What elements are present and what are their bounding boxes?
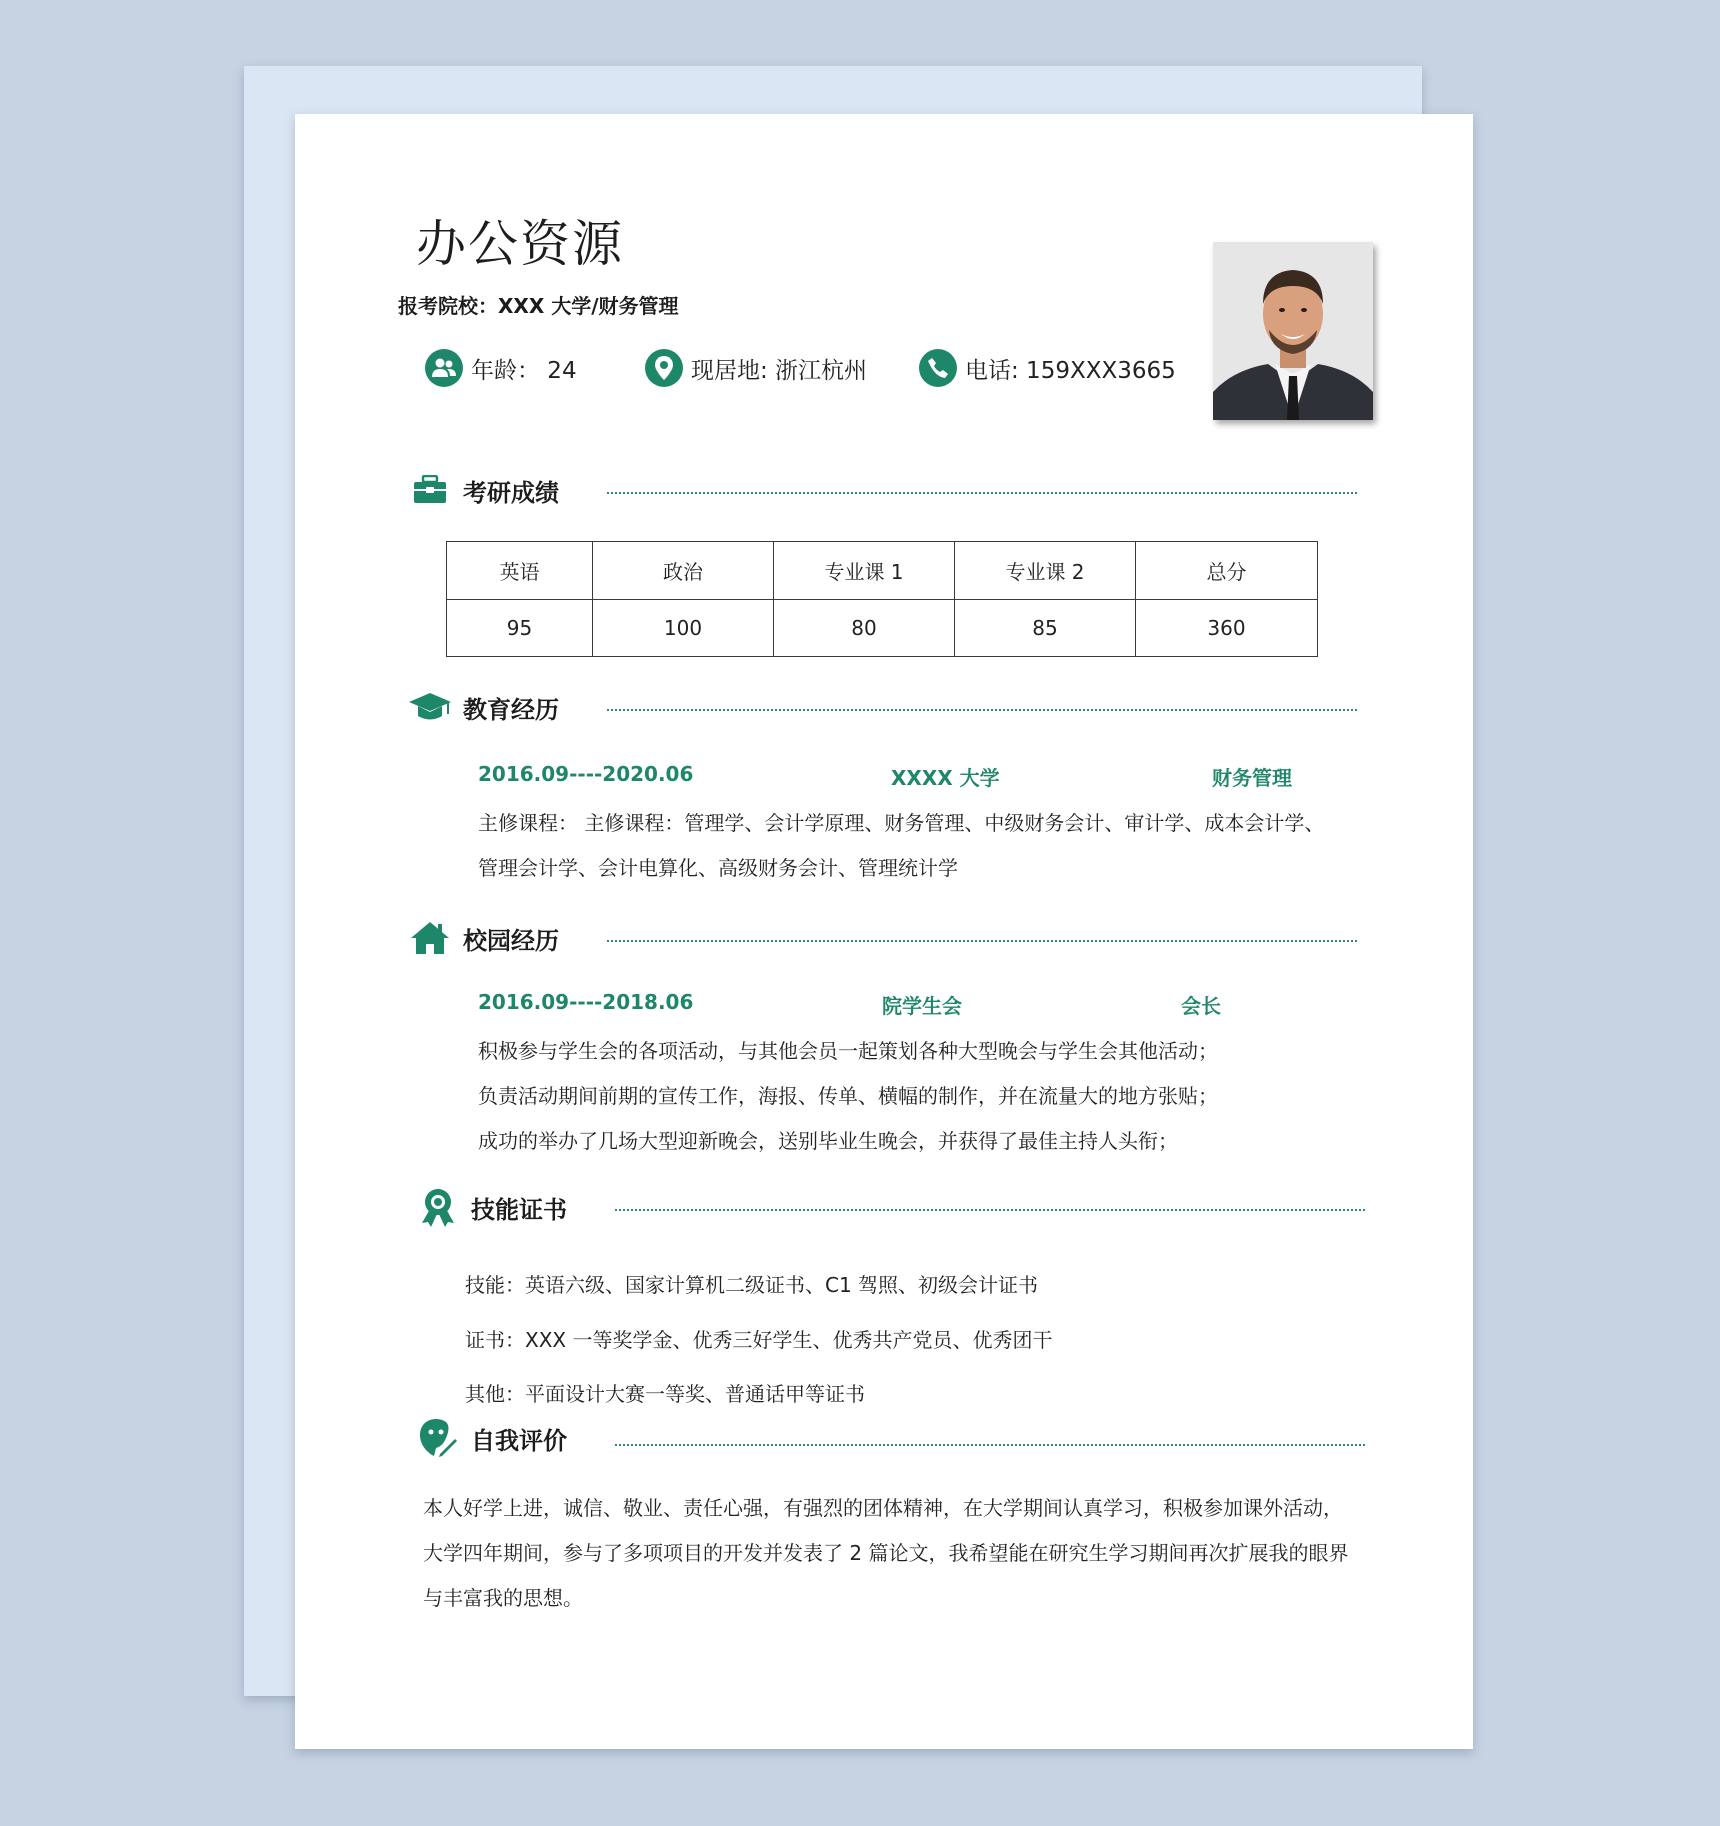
table-header-cell: 专业课 1 bbox=[774, 542, 955, 600]
toolbox-icon bbox=[407, 470, 453, 510]
divider bbox=[607, 940, 1357, 942]
profile-photo bbox=[1213, 242, 1373, 420]
section-scores-header bbox=[407, 470, 559, 510]
divider bbox=[607, 709, 1357, 711]
self-eval-line: 与丰富我的思想。 bbox=[423, 1586, 583, 1610]
campus-org: 院学生会 bbox=[882, 994, 962, 1018]
skills-line: 技能：英语六级、国家计算机二级证书、C1 驾照、初级会计证书 bbox=[465, 1273, 1039, 1297]
resume-name: 办公资源 bbox=[416, 215, 624, 273]
location-text: 现居地: 浙江杭州 bbox=[691, 357, 868, 384]
section-scores-title: 考研成绩 bbox=[463, 478, 559, 507]
campus-period: 2016.09----2018.06 bbox=[478, 990, 694, 1014]
education-major: 财务管理 bbox=[1212, 766, 1292, 790]
section-education-header bbox=[407, 687, 559, 727]
phone-icon bbox=[919, 349, 957, 387]
table-cell: 80 bbox=[774, 599, 955, 657]
table-header-cell: 英语 bbox=[447, 542, 593, 600]
award-ribbon-icon bbox=[415, 1187, 461, 1227]
phone-info bbox=[919, 348, 1176, 388]
phone-text: 电话: 159XXX3665 bbox=[965, 357, 1176, 384]
education-line: 管理会计学、会计电算化、高级财务会计、管理统计学 bbox=[478, 856, 958, 880]
education-period: 2016.09----2020.06 bbox=[478, 762, 694, 786]
graduation-cap-icon bbox=[407, 687, 453, 727]
scores-header-row bbox=[447, 542, 1318, 600]
table-cell: 95 bbox=[447, 599, 593, 657]
resume-page bbox=[295, 114, 1473, 1749]
self-eval-line: 本人好学上进，诚信、敬业、责任心强，有强烈的团体精神，在大学期间认真学习，积极参加课外活动， bbox=[423, 1496, 1343, 1520]
location-pin-icon bbox=[645, 349, 683, 387]
table-cell: 360 bbox=[1136, 599, 1318, 657]
section-campus-title: 校园经历 bbox=[463, 926, 559, 955]
education-school: XXXX 大学 bbox=[891, 766, 1000, 790]
table-cell: 85 bbox=[955, 599, 1136, 657]
campus-line: 成功的举办了几场大型迎新晚会，送别毕业生晚会，并获得了最佳主持人头衔； bbox=[478, 1129, 1178, 1153]
house-icon bbox=[407, 918, 453, 958]
section-self-eval-header bbox=[415, 1418, 567, 1458]
campus-line: 积极参与学生会的各项活动，与其他会员一起策划各种大型晚会与学生会其他活动； bbox=[478, 1039, 1218, 1063]
scores-value-row bbox=[447, 599, 1318, 657]
divider bbox=[615, 1209, 1365, 1211]
section-skills-header bbox=[415, 1187, 567, 1227]
age-info bbox=[425, 348, 577, 388]
person-icon bbox=[425, 349, 463, 387]
section-education-title: 教育经历 bbox=[463, 695, 559, 724]
section-campus-header bbox=[407, 918, 559, 958]
scores-table bbox=[446, 541, 1318, 657]
table-header-cell: 总分 bbox=[1136, 542, 1318, 600]
education-line: 主修课程： 主修课程：管理学、会计学原理、财务管理、中级财务会计、审计学、成本会计学、 bbox=[478, 811, 1325, 835]
age-text: 年龄： 24 bbox=[471, 357, 577, 384]
location-info bbox=[645, 348, 867, 388]
self-eval-line: 大学四年期间，参与了多项项目的开发并发表了 2 篇论文，我希望能在研究生学习期间再次扩展我的眼界 bbox=[423, 1541, 1349, 1565]
section-self-eval-title: 自我评价 bbox=[471, 1426, 567, 1455]
table-cell: 100 bbox=[593, 599, 774, 657]
campus-line: 负责活动期间前期的宣传工作，海报、传单、横幅的制作，并在流量大的地方张贴； bbox=[478, 1084, 1218, 1108]
skills-line: 其他：平面设计大赛一等奖、普通话甲等证书 bbox=[465, 1382, 865, 1406]
face-pen-icon bbox=[415, 1418, 461, 1458]
campus-role: 会长 bbox=[1181, 994, 1221, 1018]
divider bbox=[607, 492, 1357, 494]
divider bbox=[615, 1444, 1365, 1446]
target-school: 报考院校：XXX 大学/财务管理 bbox=[398, 294, 679, 318]
section-skills-title: 技能证书 bbox=[471, 1195, 567, 1224]
table-header-cell: 专业课 2 bbox=[955, 542, 1136, 600]
skills-line: 证书：XXX 一等奖学金、优秀三好学生、优秀共产党员、优秀团干 bbox=[465, 1328, 1053, 1352]
table-header-cell: 政治 bbox=[593, 542, 774, 600]
